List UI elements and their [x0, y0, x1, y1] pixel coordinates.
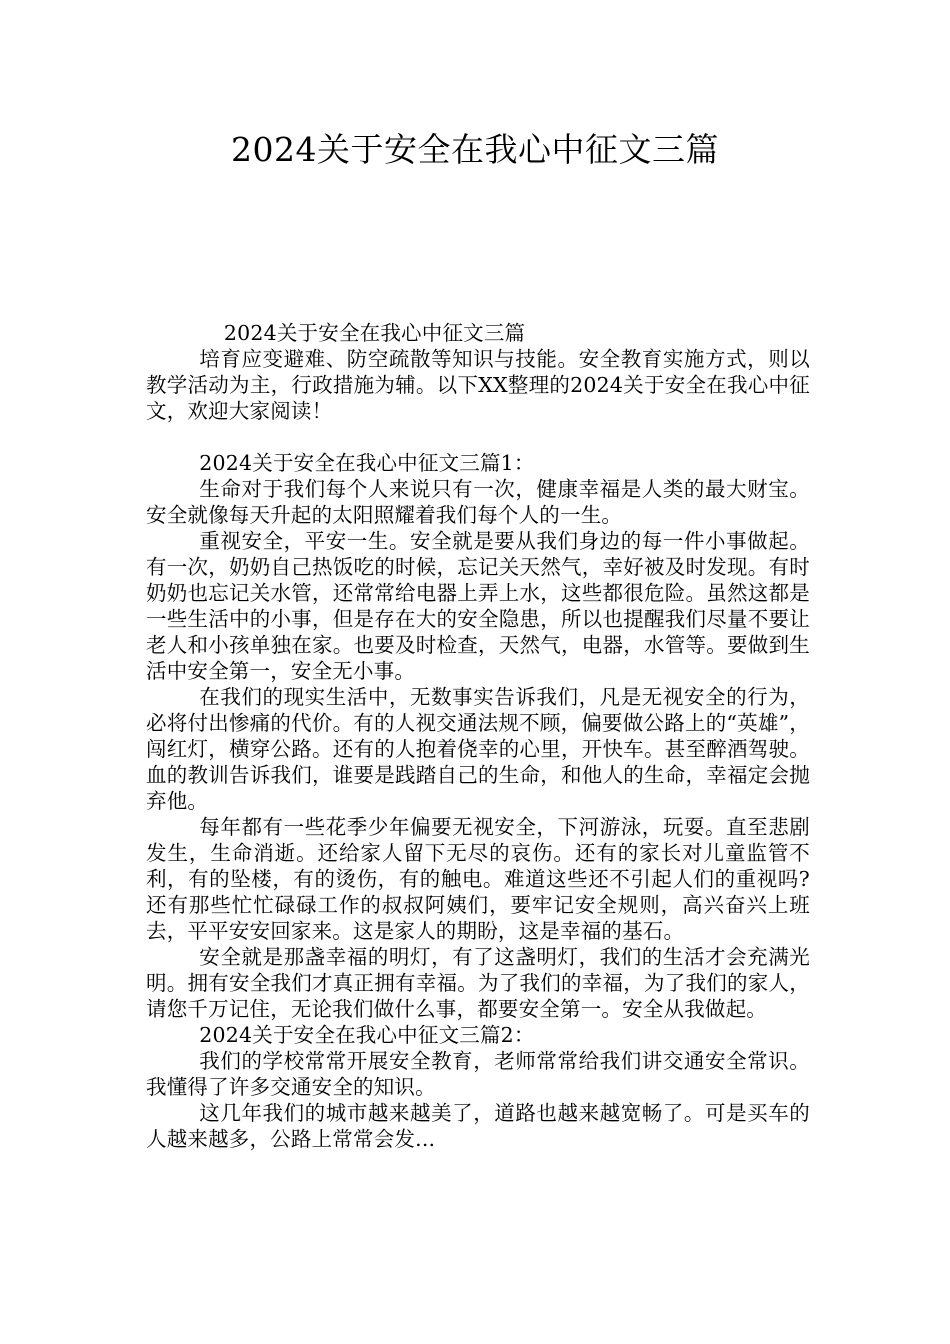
section-1-paragraph: 生命对于我们每个人来说只有一次，健康幸福是人类的最大财宝。安全就像每天升起的太阳照耀着我们每个人的一生。 [146, 477, 810, 527]
section-2-paragraph: 这几年我们的城市越来越美了，道路也越来越宽畅了。可是买车的人越来越多，公路上常常会发... [146, 1101, 810, 1151]
paragraph-gap [146, 424, 810, 450]
document-subtitle: 2024关于安全在我心中征文三篇 [223, 321, 526, 345]
section-1-paragraph: 重视安全，平安一生。安全就是要从我们身边的每一件小事做起。有一次，奶奶自己热饭吃的时候，忘记关天然气，幸好被及时发现。有时奶奶也忘记关水管，还常常给电器上弄上水，这些都很危险。虽然这都是一些生活中的小事，但是存在大的安全隐患，所以也提醒我们尽量不要让老人和小孩单独在家。也要及时检查，天然气，电器，水管等。要做到生活中安全第一，安全无小事。 [146, 529, 810, 683]
document-title: 2024关于安全在我心中征文三篇 [231, 130, 719, 169]
section-1-paragraph: 每年都有一些花季少年偏要无视安全，下河游泳，玩耍。直至悲剧发生，生命消逝。还给家人留下无尽的哀伤。还有的家长对儿童监管不利，有的坠楼，有的烫伤，有的触电。难道这些还不引起人们的重视吗?还有那些忙忙碌碌工作的叔叔阿姨们，要牢记安全规则，高兴奋兴上班去，平平安安回家来。这是家人的期盼，这是幸福的基石。 [146, 815, 810, 943]
section-1-paragraph: 安全就是那盏幸福的明灯，有了这盏明灯，我们的生活才会充满光明。拥有安全我们才真正拥有幸福。为了我们的幸福，为了我们的家人，请您千万记住，无论我们做什么事，都要安全第一。安全从我做起。 [146, 945, 810, 1021]
intro-paragraph: 培育应变避难、防空疏散等知识与技能。安全教育实施方式，则以教学活动为主，行政措施为辅。以下XX整理的2024关于安全在我心中征文，欢迎大家阅读！ [146, 347, 810, 423]
section-1-paragraph: 在我们的现实生活中，无数事实告诉我们，凡是无视安全的行为，必将付出惨痛的代价。有的人视交通法规不顾，偏要做公路上的“英雄”，闯红灯，横穿公路。还有的人抱着侥幸的心里，开快车。甚至醉酒驾驶。血的教训告诉我们，谁要是践踏自己的生命，和他人的生命，幸福定会抛弃他。 [146, 685, 810, 813]
section-2-paragraph: 我们的学校常常开展安全教育，老师常常给我们讲交通安全常识。我懂得了许多交通安全的知识。 [146, 1049, 810, 1099]
document-body [146, 320, 810, 1152]
section-2-heading: 2024关于安全在我心中征文三篇2： [199, 1023, 535, 1047]
section-1-heading: 2024关于安全在我心中征文三篇1： [199, 451, 535, 475]
